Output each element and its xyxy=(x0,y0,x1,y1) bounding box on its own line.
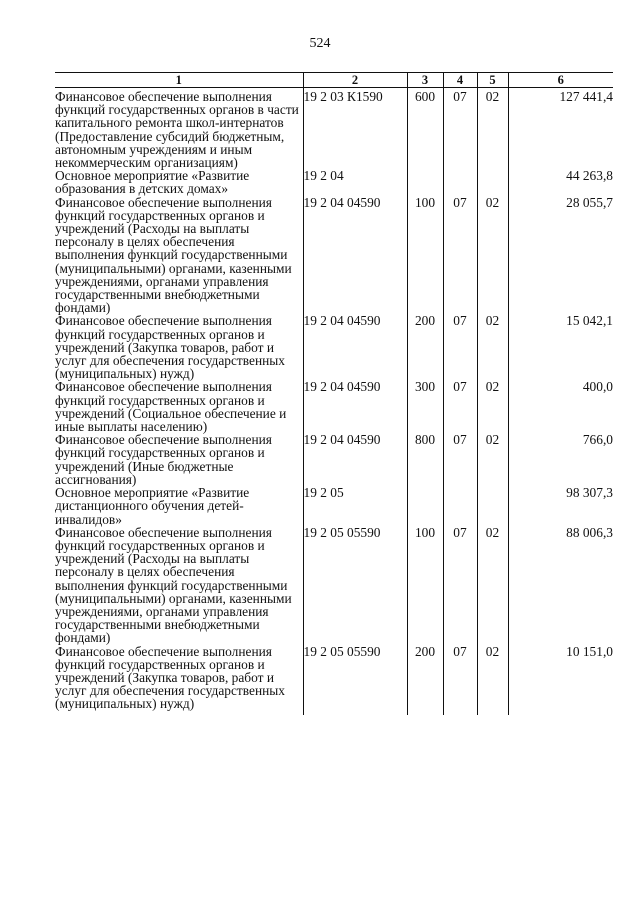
row-subsection: 02 xyxy=(477,380,508,433)
row-code: 19 2 04 04590 xyxy=(303,380,407,433)
row-amount: 766,0 xyxy=(508,433,613,486)
page-number: 524 xyxy=(309,36,331,51)
table-row xyxy=(55,314,613,380)
row-subsection xyxy=(477,486,508,526)
row-type: 100 xyxy=(407,526,443,645)
row-type: 200 xyxy=(407,645,443,715)
row-name: Финансовое обеспечение выполнения функций государственных органов в части капитального ремонта школ-интернатов (Предоставление субсидий бюджетным, автономным учреждениям и иным некоммерческим организациям) xyxy=(55,89,299,171)
row-section: 07 xyxy=(443,314,477,380)
row-amount: 400,0 xyxy=(508,380,613,433)
row-subsection: 02 xyxy=(477,433,508,486)
table-row xyxy=(55,380,613,433)
row-amount: 44 263,8 xyxy=(508,169,613,195)
row-amount: 88 006,3 xyxy=(508,526,613,645)
column-header-name: 1 xyxy=(55,73,303,88)
table-row xyxy=(55,526,613,645)
row-name: Финансовое обеспечение выполнения функций государственных органов и учреждений (Закупка товаров, работ и услуг для обеспечения государственных (муниципальных) нужд) xyxy=(55,313,285,382)
row-type: 200 xyxy=(407,314,443,380)
row-section xyxy=(443,169,477,195)
row-type: 100 xyxy=(407,196,443,315)
row-subsection: 02 xyxy=(477,314,508,380)
row-amount: 127 441,4 xyxy=(508,88,613,170)
table-header-row xyxy=(55,73,613,88)
row-subsection: 02 xyxy=(477,88,508,170)
row-section: 07 xyxy=(443,645,477,715)
column-header-section: 4 xyxy=(443,73,477,88)
row-code: 19 2 05 05590 xyxy=(303,526,407,645)
column-header-amount: 6 xyxy=(508,73,613,88)
budget-table xyxy=(55,72,613,715)
row-subsection xyxy=(477,169,508,195)
row-section: 07 xyxy=(443,526,477,645)
row-code: 19 2 05 xyxy=(303,486,407,526)
row-code: 19 2 04 xyxy=(303,169,407,195)
table-row xyxy=(55,645,613,715)
row-type: 800 xyxy=(407,433,443,486)
row-amount: 98 307,3 xyxy=(508,486,613,526)
row-type: 600 xyxy=(407,88,443,170)
row-section: 07 xyxy=(443,196,477,315)
row-section: 07 xyxy=(443,380,477,433)
row-code: 19 2 05 05590 xyxy=(303,645,407,715)
table-row xyxy=(55,169,613,195)
row-name: Финансовое обеспечение выполнения функций государственных органов и учреждений (Социальное обеспечение и иные выплаты населению) xyxy=(55,379,287,435)
row-code: 19 2 03 К1590 xyxy=(303,88,407,170)
row-code: 19 2 04 04590 xyxy=(303,314,407,380)
row-code: 19 2 04 04590 xyxy=(303,196,407,315)
row-name: Основное мероприятие «Развитие дистанционного обучения детей-инвалидов» xyxy=(55,485,250,527)
row-name: Основное мероприятие «Развитие образования в детских домах» xyxy=(55,168,250,197)
column-header-code: 2 xyxy=(303,73,407,88)
row-amount: 15 042,1 xyxy=(508,314,613,380)
table-row xyxy=(55,196,613,315)
row-section: 07 xyxy=(443,433,477,486)
row-name: Финансовое обеспечение выполнения функций государственных органов и учреждений (Расходы на выплаты персоналу в целях обеспечения выполнения функций государственными (муниципальными) органами, казенными учреждениями, органами управления государственными внебюджетными фондами) xyxy=(55,524,292,646)
row-name: Финансовое обеспечение выполнения функций государственных органов и учреждений (Иные бюджетные ассигнования) xyxy=(55,432,272,487)
column-header-type: 3 xyxy=(407,73,443,88)
row-subsection: 02 xyxy=(477,645,508,715)
row-code: 19 2 04 04590 xyxy=(303,433,407,486)
row-section xyxy=(443,486,477,526)
table-row xyxy=(55,486,613,526)
row-subsection: 02 xyxy=(477,526,508,645)
table-row xyxy=(55,88,613,170)
row-section: 07 xyxy=(443,88,477,170)
column-header-subsection: 5 xyxy=(477,73,508,88)
row-type xyxy=(407,486,443,526)
row-type xyxy=(407,169,443,195)
row-type: 300 xyxy=(407,380,443,433)
row-amount: 28 055,7 xyxy=(508,196,613,315)
row-name: Финансовое обеспечение выполнения функций государственных органов и учреждений (Расходы на выплаты персоналу в целях обеспечения выполнения функций государственными (муниципальными) органами, казенными учреждениями, органами управления государственными внебюджетными фондами) xyxy=(55,194,292,316)
row-amount: 10 151,0 xyxy=(508,645,613,715)
table-row xyxy=(55,433,613,486)
row-name: Финансовое обеспечение выполнения функций государственных органов и учреждений (Закупка товаров, работ и услуг для обеспечения государственных (муниципальных) нужд) xyxy=(55,643,285,712)
row-subsection: 02 xyxy=(477,196,508,315)
